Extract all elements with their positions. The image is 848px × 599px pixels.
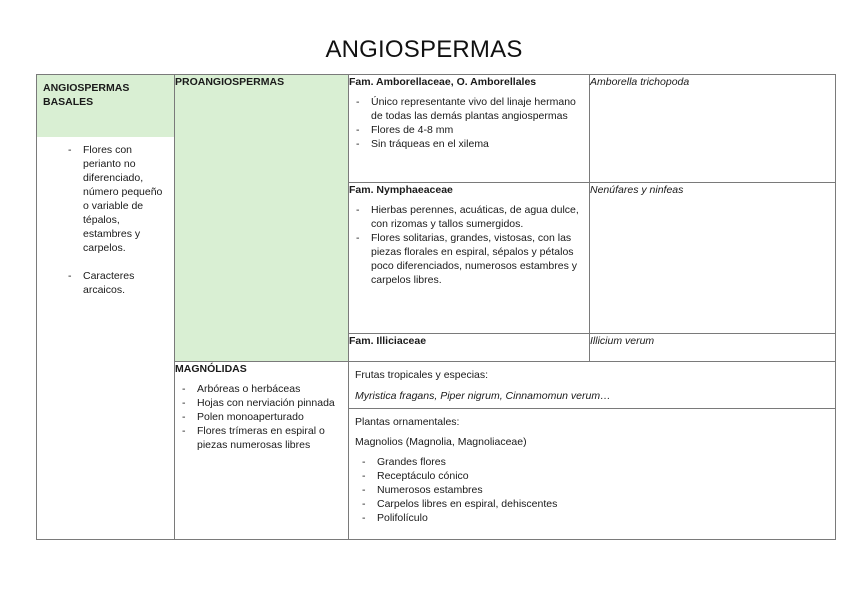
- ornamental-label: Plantas ornamentales:: [355, 416, 460, 428]
- tropical-section: [349, 362, 835, 408]
- list-item: - Numerosos estambres: [355, 483, 829, 497]
- list-item: - Flores con perianto no diferenciado, número pequeño o variable de tépalos, estambres y carpelos.: [61, 143, 168, 255]
- list-item: - Caracteres arcaicos.: [61, 269, 168, 297]
- family-name: Fam. Nymphaeaceae: [349, 184, 453, 196]
- ornamental-group: Magnolios (Magnolia, Magnoliaceae): [355, 436, 527, 448]
- page-title: ANGIOSPERMAS: [325, 36, 523, 63]
- family-amborellaceae: [349, 75, 590, 183]
- example-amborella: Amborella trichopoda: [590, 75, 836, 183]
- tropical-label: Frutas tropicales y especias:: [355, 369, 489, 381]
- family-name: Fam. Amborellaceae, O. Amborellales: [349, 76, 537, 88]
- ornamental-section: [349, 408, 835, 530]
- magnolidas-header: MAGNÓLIDAS: [175, 363, 247, 375]
- angiospermas-table: [36, 74, 836, 540]
- list-item: - Grandes flores: [355, 455, 829, 469]
- list-item: - Receptáculo cónico: [355, 469, 829, 483]
- list-item: - Flores trímeras en espiral o piezas numerosas libres: [175, 424, 348, 452]
- magnolidas-examples: [349, 362, 836, 540]
- basales-list: [37, 137, 174, 303]
- list-item: - Sin tráqueas en el xilema: [349, 137, 589, 151]
- magnolidas-column: [175, 362, 349, 540]
- list-item: - Polifolículo: [355, 511, 829, 525]
- ornamental-list: [355, 455, 829, 525]
- list-item: - Carpelos libres en espiral, dehiscentes: [355, 497, 829, 511]
- proangiospermas-header: PROANGIOSPERMAS: [175, 76, 285, 88]
- proangiospermas-column: [175, 75, 349, 362]
- family-nymphaeaceae: [349, 183, 590, 334]
- list-item: - Flores de 4-8 mm: [349, 123, 589, 137]
- family-list: [349, 203, 589, 287]
- list-item: - Hojas con nerviación pinnada: [175, 396, 348, 410]
- list-item: - Hierbas perennes, acuáticas, de agua dulce, con rizomas y tallos sumergidos.: [349, 203, 589, 231]
- list-item: - Arbóreas o herbáceas: [175, 382, 348, 396]
- family-illiciaceae: [349, 334, 590, 362]
- magnolidas-list: [175, 382, 348, 452]
- list-item: - Único representante vivo del linaje hermano de todas las demás plantas angiospermas: [349, 95, 589, 123]
- example-nymphaeaceae: Nenúfares y ninfeas: [590, 183, 836, 334]
- list-item: - Polen monoaperturado: [175, 410, 348, 424]
- example-illicium: Illicium verum: [590, 334, 836, 362]
- tropical-species: Myristica fragans, Piper nigrum, Cinnamomun verum…: [355, 390, 611, 402]
- list-item: - Flores solitarias, grandes, vistosas, con las piezas florales en espiral, sépalos y pétalos poco diferenciados, numerosos estambres y carpelos libres.: [349, 231, 589, 287]
- basales-header: ANGIOSPERMAS BASALES: [37, 75, 174, 137]
- family-name: Fam. Illiciaceae: [349, 335, 427, 347]
- basales-column: [37, 75, 175, 540]
- family-list: [349, 95, 589, 151]
